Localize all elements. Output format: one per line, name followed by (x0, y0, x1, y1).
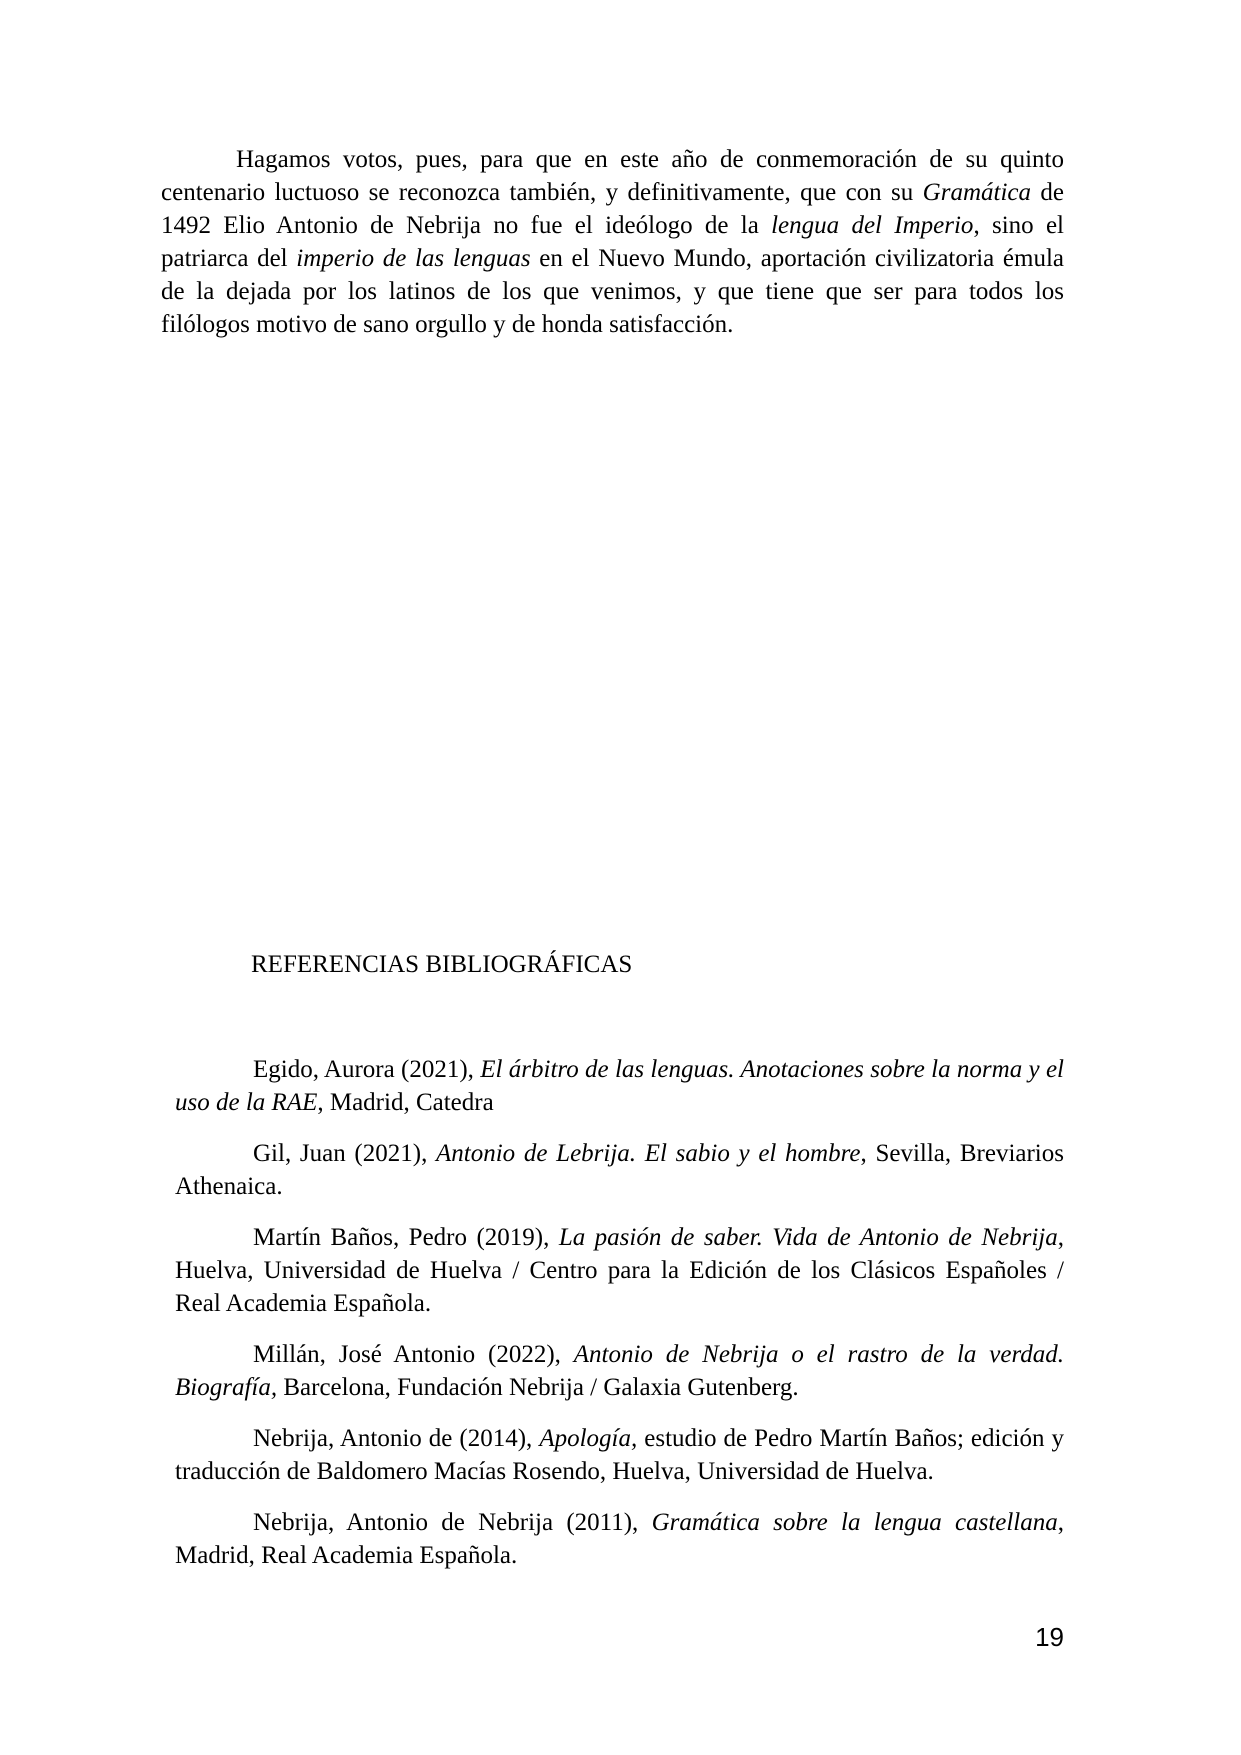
italic-text-run: Antonio de Lebrija. El sabio y el hombre (436, 1140, 861, 1167)
text-run: Barcelona, Fundación Nebrija / Galaxia Gutenberg. (277, 1374, 799, 1401)
reference-entry (175, 1053, 1064, 1119)
italic-text-run: La pasión de saber. Vida de Antonio de Nebrija (558, 1224, 1058, 1251)
page-footer (161, 1622, 1064, 1652)
reference-entry (175, 1137, 1064, 1203)
reference-entry (175, 1221, 1064, 1320)
text-run: , Madrid, Real Academia Española. (175, 1509, 1065, 1569)
text-run: Gil, Juan (2021), (253, 1140, 437, 1167)
text-run: Egido, Aurora (2021), (253, 1056, 481, 1083)
reference-entry (175, 1506, 1064, 1572)
text-run: , Madrid, Catedra (317, 1089, 494, 1116)
italic-text-run: Gramática sobre la lengua castellana (651, 1509, 1058, 1536)
italic-text-run: Antonio de Nebrija o el rastro de la verdad. Biografía, (175, 1341, 1065, 1401)
reference-entry (175, 1422, 1064, 1488)
text-run: , Sevilla, Breviarios Athenaica. (175, 1140, 1064, 1200)
text-run: Nebrija, Antonio de Nebrija (2011), (253, 1509, 652, 1536)
text-run: Hagamos votos, pues, para que en este año de conmemoración de su quinto centenario luctuoso se reconozca también, y definitivamente, que con su (161, 146, 1064, 206)
text-run: en el Nuevo Mundo, aportación civilizatoria émula de la dejada por los latinos de los que venimos, y que tiene que ser para todos los filólogos motivo de sano orgullo y de honda satisfacción. (161, 245, 1064, 338)
text-run: Nebrija, Antonio de (2014), (253, 1425, 540, 1452)
reference-entry (175, 1338, 1064, 1404)
text-run: Millán, José Antonio (2022), (253, 1341, 574, 1368)
text-run: Martín Baños, Pedro (2019), (253, 1224, 559, 1251)
italic-text-run: Gramática (922, 179, 1031, 206)
text-run: estudio de Pedro Martín Baños; edición y traducción de Baldomero Macías Rosendo, Huelva, Universidad de Huelva. (175, 1425, 1064, 1485)
main-paragraph (161, 143, 1064, 341)
italic-text-run: Apología, (539, 1425, 638, 1452)
italic-text-run: El árbitro de las lenguas. Anotaciones sobre la norma y el uso de la RAE (175, 1056, 1064, 1116)
text-run: de 1492 Elio Antonio de Nebrija no fue el ideólogo de la (161, 179, 1064, 239)
italic-text-run: lengua del Imperio (771, 212, 974, 239)
references-heading: REFERENCIAS BIBLIOGRÁFICAS (251, 951, 633, 978)
page-number: 19 (1035, 1622, 1064, 1652)
italic-text-run: imperio de las lenguas (296, 245, 531, 272)
text-run: , sino el patriarca del (161, 212, 1064, 272)
text-run: , Huelva, Universidad de Huelva / Centro para la Edición de los Clásicos Españoles / Real Academia Española. (175, 1224, 1064, 1317)
references-list (175, 1053, 1064, 1572)
